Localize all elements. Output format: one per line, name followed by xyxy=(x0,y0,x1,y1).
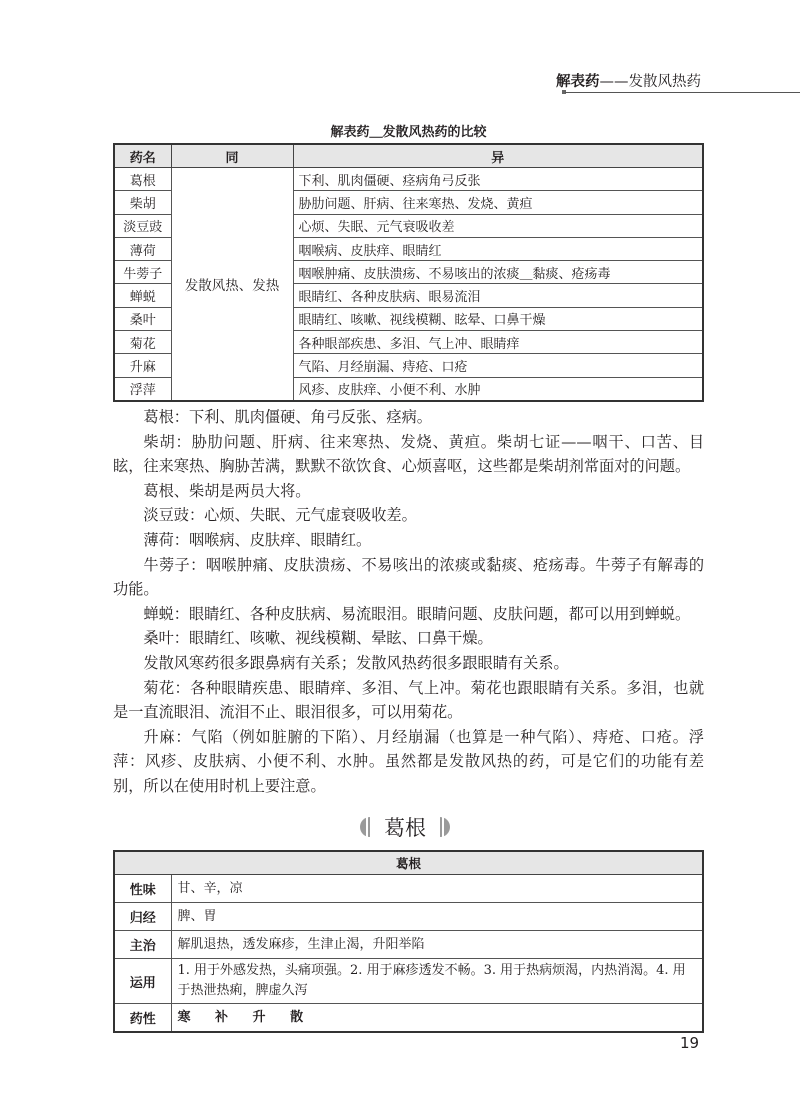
property-key: 性味 xyxy=(114,875,171,903)
herb-diff: 各种眼部疾患、多泪、气上冲、眼睛痒 xyxy=(293,331,703,354)
comparison-table xyxy=(113,143,704,402)
property-key: 药性 xyxy=(114,1004,171,1033)
herb-name: 牛蒡子 xyxy=(114,261,171,284)
herb-name: 浮萍 xyxy=(114,377,171,401)
property-value: 脾、胃 xyxy=(171,903,703,931)
herb-name: 葛根 xyxy=(114,168,171,191)
paragraph: 葛根、柴胡是两员大将。 xyxy=(143,481,311,500)
herb-table-title: 葛根 xyxy=(114,851,703,875)
herb-diff: 咽喉病、皮肤痒、眼睛红 xyxy=(293,237,703,260)
herb-name: 柴胡 xyxy=(114,191,171,214)
paragraph: 发散风寒药很多跟鼻病有关系；发散风热药很多跟眼睛有关系。 xyxy=(143,653,569,672)
header-rule xyxy=(565,92,800,93)
herb-name: 淡豆豉 xyxy=(114,214,171,237)
property-key: 归经 xyxy=(114,903,171,931)
herb-diff: 心烦、失眠、元气衰吸收差 xyxy=(293,214,703,237)
property-key: 主治 xyxy=(114,931,171,959)
comparison-table-header xyxy=(114,144,703,168)
paragraph: 薄荷：咽喉病、皮肤痒、眼睛红。 xyxy=(143,530,372,549)
table-row xyxy=(114,1004,703,1033)
section-heading-label: 葛根 xyxy=(384,816,426,840)
section-heading xyxy=(355,811,455,843)
herb-diff: 胁肋问题、肝病、往来寒热、发烧、黄疸 xyxy=(293,191,703,214)
column-header-name: 药名 xyxy=(114,144,171,168)
running-head xyxy=(556,70,701,91)
herb-diff: 风疹、皮肤痒、小便不利、水肿 xyxy=(293,377,703,401)
herb-profile-table xyxy=(113,850,704,1033)
running-head-dash: —— xyxy=(599,74,629,90)
property-value: 解肌退热，透发麻疹，生津止渴，升阳举陷 xyxy=(171,931,703,959)
paragraph: 淡豆豉：心烦、失眠、元气虚衰吸收差。 xyxy=(143,506,417,525)
property-value: 1. 用于外感发热，头痛项强。2. 用于麻疹透发不畅。3. 用于热病烦渴，内热消渴。4. 用于热泄热痢，脾虚久泻 xyxy=(171,959,703,1004)
herb-name: 薄荷 xyxy=(114,237,171,260)
paragraph: 桑叶：眼睛红、咳嗽、视线模糊、晕眩、口鼻干燥。 xyxy=(143,629,493,648)
table-row xyxy=(114,903,703,931)
table-row xyxy=(114,875,703,903)
herb-diff: 眼睛红、咳嗽、视线模糊、眩晕、口鼻干燥 xyxy=(293,307,703,330)
right-bracket-ornament-icon xyxy=(438,817,450,837)
herb-diff: 下利、肌肉僵硬、痉病角弓反张 xyxy=(293,168,703,191)
column-header-same: 同 xyxy=(171,144,293,168)
table-row xyxy=(114,168,703,191)
paragraph: 升麻：气陷（例如脏腑的下陷）、月经崩漏（也算是一种气陷）、痔疮、口疮。浮萍：风疹、皮肤病、小便不利、水肿。虽然都是发散风热的药，可是它们的功能有差别，所以在使用时机上要注意。 xyxy=(113,727,704,795)
herb-diff: 气陷、月经崩漏、痔疮、口疮 xyxy=(293,354,703,377)
running-head-chapter: 解表药 xyxy=(556,74,600,90)
paragraph: 菊花：各种眼睛疾患、眼睛痒、多泪、气上冲。菊花也跟眼睛有关系。多泪，也就是一直流眼泪、流泪不止、眼泪很多，可以用菊花。 xyxy=(113,678,704,722)
property-key: 运用 xyxy=(114,959,171,1004)
herb-name: 菊花 xyxy=(114,331,171,354)
page-number: 19 xyxy=(680,1034,700,1052)
paragraph: 蝉蜕：眼睛红、各种皮肤病、易流眼泪。眼睛问题、皮肤问题，都可以用到蝉蜕。 xyxy=(143,604,691,623)
herb-diff: 眼睛红、各种皮肤病、眼易流泪 xyxy=(293,284,703,307)
herb-diff: 咽喉肿痛、皮肤溃疡、不易咳出的浓痰＿黏痰、疮疡毒 xyxy=(293,261,703,284)
herb-table-header xyxy=(114,851,703,875)
paragraph: 葛根：下利、肌肉僵硬、角弓反张、痉病。 xyxy=(143,408,432,426)
body-text xyxy=(113,405,704,799)
common-effect: 发散风热、发热 xyxy=(171,168,293,401)
left-bracket-ornament-icon xyxy=(360,817,372,837)
herb-name: 升麻 xyxy=(114,354,171,377)
herb-name: 桑叶 xyxy=(114,307,171,330)
paragraph: 牛蒡子：咽喉肿痛、皮肤溃疡、不易咳出的浓痰或黏痰、疮疡毒。牛蒡子有解毒的功能。 xyxy=(113,555,704,599)
comparison-table-caption: 解表药＿发散风热药的比较 xyxy=(330,125,487,140)
property-value: 甘、辛，凉 xyxy=(171,875,703,903)
paragraph: 柴胡：胁肋问题、肝病、往来寒热、发烧、黄疸。柴胡七证——咽干、口苦、目眩，往来寒热、胸胁苦满，默默不欲饮食、心烦喜呕，这些都是柴胡剂常面对的问题。 xyxy=(113,432,704,476)
property-value: 寒 补 升 散 xyxy=(171,1004,703,1033)
column-header-diff: 异 xyxy=(293,144,703,168)
running-head-section: 发散风热药 xyxy=(628,74,701,90)
table-row xyxy=(114,959,703,1004)
table-row xyxy=(114,931,703,959)
herb-name: 蝉蜕 xyxy=(114,284,171,307)
